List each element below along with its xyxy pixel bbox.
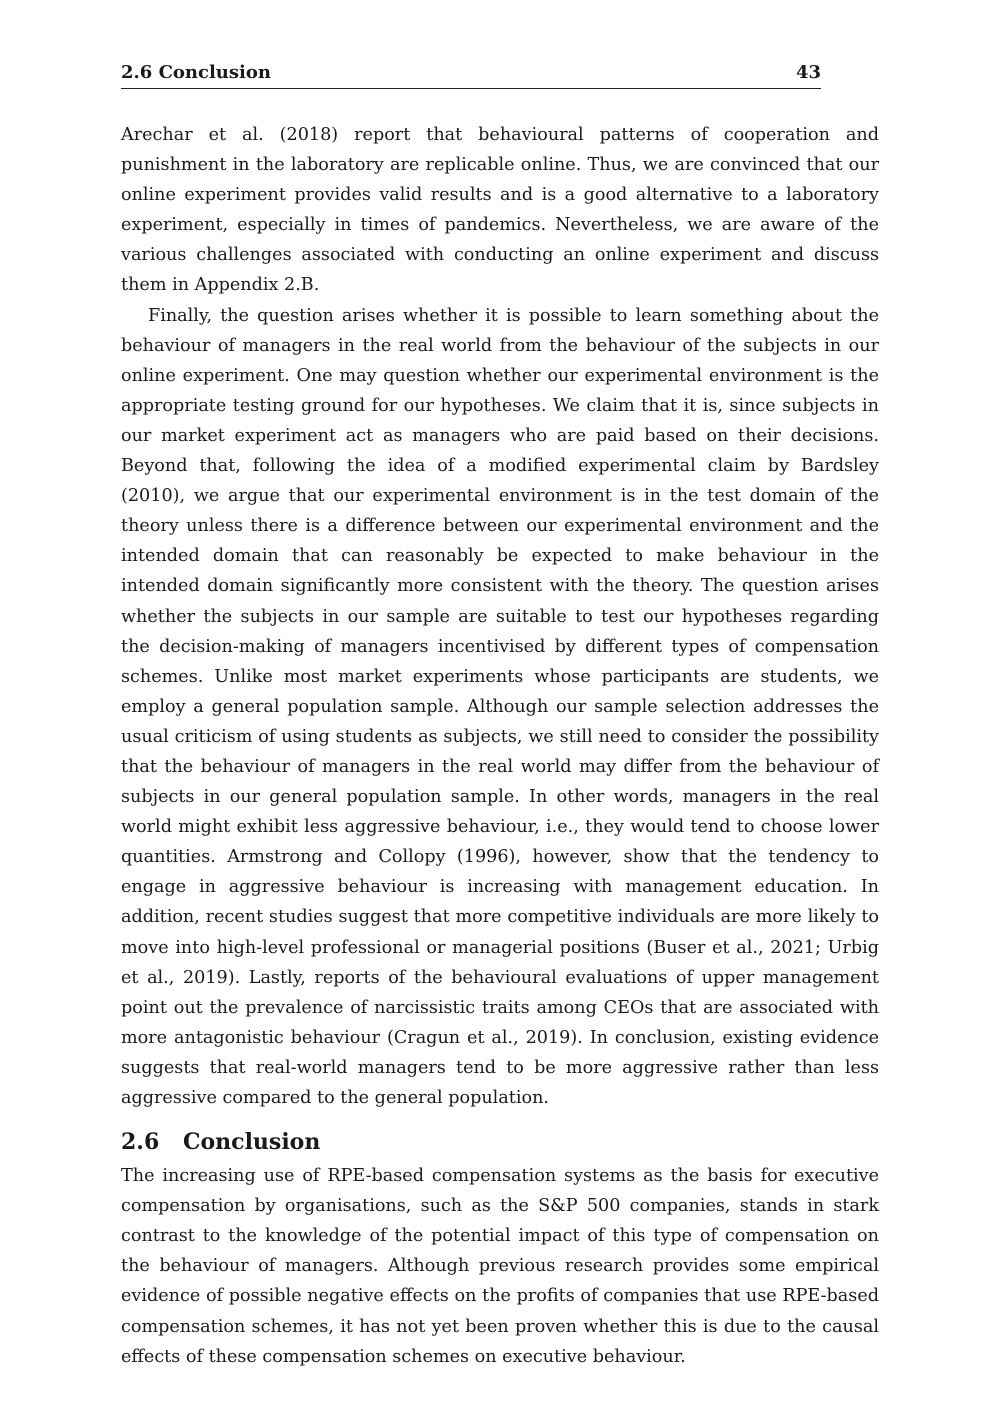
running-header (121, 60, 821, 89)
body-text (121, 120, 879, 1372)
paragraph-online-validity: Arechar et al. (2018) report that behavioural patterns of cooperation and punishment in the laboratory are replicable online. Thus, we are convinced that our online experiment provides valid results and is a good alternative to a laboratory experiment, especially in times of pandemics. Nevertheless, we are aware of the various challenges associated with conducting an online experiment and discuss them in Appendix 2.B. (121, 125, 879, 296)
section-number: 2.6 (121, 1129, 160, 1156)
paragraph-conclusion: The increasing use of RPE-based compensation systems as the basis for executive compensation by organisations, such as the S&P 500 companies, stands in stark contrast to the knowledge of the potential impact of this type of compensation on the behaviour of managers. Although previous research provides some empirical evidence of possible negative effects on the profits of companies that use RPE-based compensation schemes, it has not yet been proven whether this is due to the causal effects of these compensation schemes on executive behaviour. (121, 1166, 879, 1367)
page-number: 43 (795, 62, 821, 83)
section-heading (121, 1127, 879, 1157)
paragraph-external-validity: Finally, the question arises whether it is possible to learn something about the behaviour of managers in the real world from the behaviour of the subjects in our online experiment. One may question whether our experimental environment is the appropriate testing ground for our hypotheses. We claim that it is, since subjects in our market experiment act as managers who are paid based on their decisions. Beyond that, following the idea of a modified experimental claim by Bardsley (2010), we argue that our experimental environment is in the test domain of the theory unless there is a difference between our experimental environment and the intended domain that can reasonably be expected to make behaviour in the intended domain significantly more consistent with the theory. The question arises whether the subjects in our sample are suitable to test our hypotheses regarding the decision-making of managers incentivised by different types of compensation schemes. Unlike most market experiments whose participants are students, we employ a general population sample. Although our sample selection addresses the usual criticism of using students as subjects, we still need to consider the possibility that the behaviour of managers in the real world may differ from the behaviour of subjects in our general population sample. In other words, managers in the real world might exhibit less aggressive behaviour, i.e., they would tend to choose lower quantities. Armstrong and Collopy (1996), however, show that the tendency to engage in aggressive behaviour is increasing with management education. In addition, recent studies suggest that more competitive individuals are more likely to move into high-level professional or managerial positions (Buser et al., 2021; Urbig et al., 2019). Lastly, reports of the behavioural evaluations of upper management point out the prevalence of narcissistic traits among CEOs that are associated with more antagonistic behaviour (Cragun et al., 2019). In conclusion, existing evidence suggests that real-world managers tend to be more aggressive rather than less aggressive compared to the general population. (121, 305, 879, 1108)
section-title: Conclusion (183, 1129, 321, 1156)
running-header-section: 2.6 Conclusion (121, 62, 271, 83)
